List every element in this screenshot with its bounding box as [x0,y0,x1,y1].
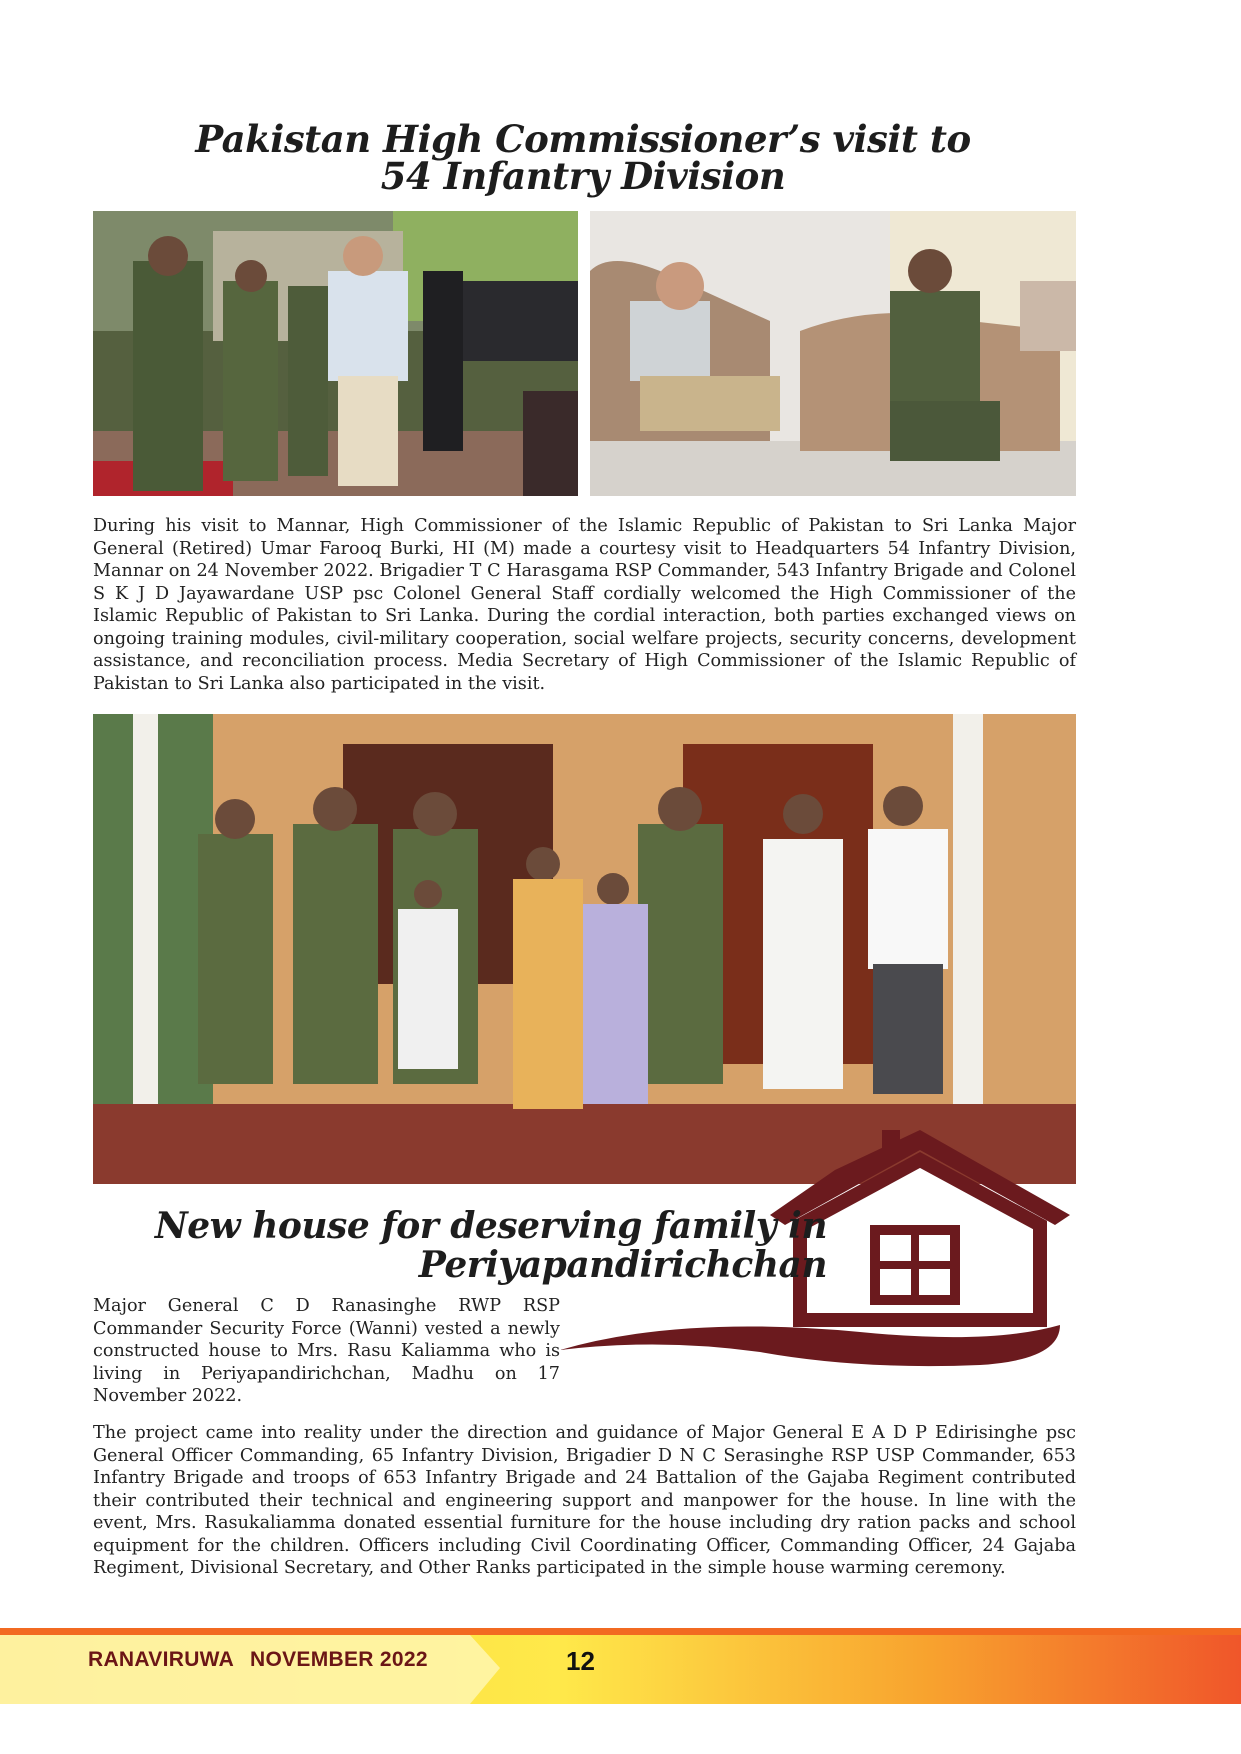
article1-title-line2: 54 Infantry Division [380,154,786,198]
meeting-photo [590,211,1076,496]
group-photo [93,714,1076,1184]
article2-title-line1: New house for deserving family in [154,1205,827,1247]
article2-title-line2: Periyapandirichchan [418,1244,827,1286]
handshake-photo [93,211,578,496]
article1-title-line1: Pakistan High Commissioner’s visit to [195,117,971,161]
footer-publication: RANAVIRUWA [88,1648,235,1671]
footer-issue: NOVEMBER 2022 [250,1648,428,1671]
page-number: 12 [566,1646,595,1676]
article2-body: The project came into reality under the direction and guidance of Major General E A D P Edirisinghe psc General Officer Commanding, 65 Infantry Division, Brigadier D N C Serasinghe RSP USP Commander, 653 Infantry Brigade and troops of 653 Infantry Brigade and 24 Battalion of the Gajaba Regiment contributed their contributed their technical and engineering support and manpower for the house. In line with the event, Mrs. Rasukaliamma donated essential furniture for the house including dry ration packs and school equipment for the children. Officers including Civil Coordinating Officer, Commanding Officer, 24 Gajaba Regiment, Divisional Secretary, and Other Ranks participated in the simple house warming ceremony. [93,1423,1076,1578]
article1-body: During his visit to Mannar, High Commissioner of the Islamic Republic of Pakistan to Sri Lanka Major General (Retired) Umar Farooq Burki, HI (M) made a courtesy visit to Headquarters 54 Infantry Division, Mannar on 24 November 2022. Brigadier T C Harasgama RSP Commander, 543 Infantry Brigade and Colonel S K J D Jayawardane USP psc Colonel General Staff cordially welcomed the High Commissioner of the Islamic Republic of Pakistan to Sri Lanka. During the cordial interaction, both parties exchanged views on ongoing training modules, civil-military cooperation, social welfare projects, security concerns, development assistance, and reconciliation process. Media Secretary of High Commissioner of the Islamic Republic of Pakistan to Sri Lanka also participated in the visit. [93,516,1076,694]
article2-intro: Major General C D Ranasinghe RWP RSP Commander Security Force (Wanni) vested a newly constructed house to Mrs. Rasu Kaliamma who is living in Periyapandirichchan, Madhu on 17 November 2022. [93,1296,560,1406]
